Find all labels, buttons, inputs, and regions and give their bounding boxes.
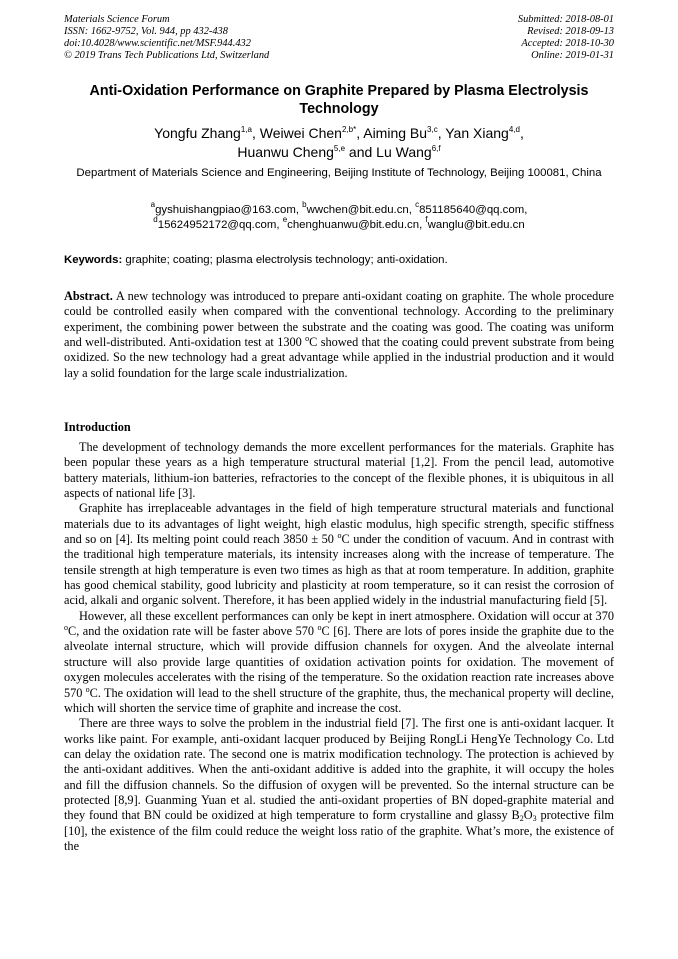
abstract: Abstract. A new technology was introduced to prepare anti-oxidant coating on graphite. The whole procedure could be controlled easily when compared with the conventional technology. According to the preliminary experiment, the combining power between the substrate and the coating was good. The coating was uniform and well-distributed. Anti-oxidation test at 1300 $^o$C showed that the coating could prevent substrate from being oxidized. So the new technology had a great advantage while applied in the industrial production and it would lay a solid foundation for the large scale industrialization.	[64, 289, 614, 380]
author-name: Lu Wang	[376, 144, 432, 160]
email-address[interactable]: chenghuanwu@bit.edu.cn	[287, 219, 420, 231]
author-affil: 3,c	[427, 125, 438, 134]
journal-name: Materials Science Forum	[64, 14, 170, 25]
author-name: Yan Xiang	[445, 125, 509, 141]
author-affil: 2,b*	[341, 125, 357, 134]
email-address[interactable]: wanglu@bit.edu.cn	[427, 219, 525, 231]
submission-dates	[518, 14, 614, 62]
keywords-text: graphite; coating; plasma electrolysis technology; anti-oxidation.	[125, 254, 448, 266]
paragraph: There are three ways to solve the problem in the industrial field [7]. The first one is anti-oxidant lacquer. It works like paint. For example, anti-oxidant lacquer produced by Beijing RongLi HengYe Technology Co. Ltd can delay the oxidation rate. The second one is matrix modification technology. The protection is achieved by the anti-oxidant additives. When the anti-oxidant additive is added into the graphite, it will occupy the holes and fill the diffusion channels. So the diffusion of oxygen will be prevented. So the internal structure can be protected [8,9]. Guanming Yuan et al. studied the anti-oxidant properties of BN doped-graphite material and they found that BN could be oxidized at high temperature to form crystalline and glassy $B_2O_3$ protective film [10], the existence of the film could reduce the weight loss ratio of the graphite. What’s more, the existence of the	[64, 716, 614, 853]
online-date: Online: 2019-01-31	[531, 50, 614, 62]
introduction-body	[64, 440, 614, 854]
author-name: Huanwu Cheng	[237, 144, 334, 160]
paragraph: Graphite has irreplaceable advantages in the field of high temperature structural materials and functional materials due to its advantages of light weight, high elastic modulus, high specific strength, specific stiffness and so on [4]. Its melting point could reach 3850 ± 50 $^o$C under the condition of vacuum. And in contrast with the traditional high temperature materials, its intensity increases along with the increase of temperature. The tensile strength at high temperature is even two times as high as that at room temperature. In addition, graphite has good chemical stability, good lubricity and plasticity at room temperature, so it can resist the corrosion of acid, alkali and organic solvent. Therefore, it has been applied widely in the industrial manufacturing field [5].	[64, 501, 614, 608]
doi-line: doi:10.4028/www.scientific.net/MSF.944.432	[64, 38, 251, 50]
journal-info	[64, 14, 269, 62]
copyright-line: © 2019 Trans Tech Publications Ltd, Switzerland	[64, 50, 270, 62]
author-list: Yongfu Zhang$^{1,a}$, Weiwei Chen$^{2,b*}$, Aiming Bu$^{3,c}$, Yan Xiang$^{4,d}$, Huanwu Cheng$^{5,e}$ and Lu Wang$^{6,f}$	[154, 125, 524, 160]
paragraph: However, all these excellent performances can only be kept in inert atmosphere. Oxidation will occur at 370 $^o$C, and the oxidation rate will be faster above 570 $^o$C [6]. There are lots of pores inside the graphite due to the alveolate internal structure, which will provide diffusion channels for oxygen. And the alveolate internal structure will also provide large quantities of oxidation activation points for oxidation. The movement of oxygen molecules accelerates with the rising of the temperature. So the oxidation reaction rate increases above 570 $^o$C. The oxidation will lead to the shell structure of the graphite, thus, the mechanical property will decline, which will shorten the service time of graphite and increase the cost.	[64, 608, 614, 715]
revised-date: Revised: 2018-09-13	[527, 26, 614, 38]
email-address[interactable]: wwchen@bit.edu.cn	[306, 204, 409, 216]
email-list: $^a$gyshuishangpiao@163.com, $^b$wwchen@bit.edu.cn, $^c$851185640@qq.com, $^d$15624952172@qq.com, $^e$chenghuanwu@bit.edu.cn, $^f$wanglu@bit.edu.cn	[150, 200, 528, 231]
author-affil: 6,f	[431, 144, 441, 153]
author-affil: 5,e	[333, 144, 346, 153]
paper-title: Anti-Oxidation Performance on Graphite Prepared by Plasma Electrolysis Technology	[89, 83, 589, 117]
issn-line: ISSN: 1662-9752, Vol. 944, pp 432-438	[64, 26, 228, 38]
email-address[interactable]: gyshuishangpiao@163.com	[155, 204, 296, 216]
abstract-label: Abstract.	[64, 289, 113, 303]
author-affil: 4,d	[508, 125, 520, 134]
email-address[interactable]: 851185640@qq.com	[419, 204, 525, 216]
submitted-date: Submitted: 2018-08-01	[517, 14, 614, 25]
email-address[interactable]: 15624952172@qq.com	[157, 219, 277, 231]
accepted-date: Accepted: 2018-10-30	[521, 38, 614, 50]
keywords-label: Keywords:	[64, 254, 123, 266]
author-name: Yongfu Zhang	[154, 125, 241, 141]
paragraph: The development of technology demands the more excellent performances for the materials. Graphite has been popular these years as a high temperature structural material [1,2]. From the pencil lead, automotive battery materials, lithium-ion batteries, refractories to the concept of the flexible phones, it is ubiquitous in all aspects of national life [3].	[64, 440, 614, 501]
author-affil: 1,a	[240, 125, 252, 134]
author-name: Weiwei Chen	[259, 125, 342, 141]
keywords	[64, 253, 614, 268]
author-name: Aiming Bu	[363, 125, 428, 141]
section-heading-introduction: Introduction	[64, 420, 131, 434]
affiliation: Department of Materials Science and Engineering, Beijing Institute of Technology, Beijing 100081, China	[76, 167, 602, 179]
